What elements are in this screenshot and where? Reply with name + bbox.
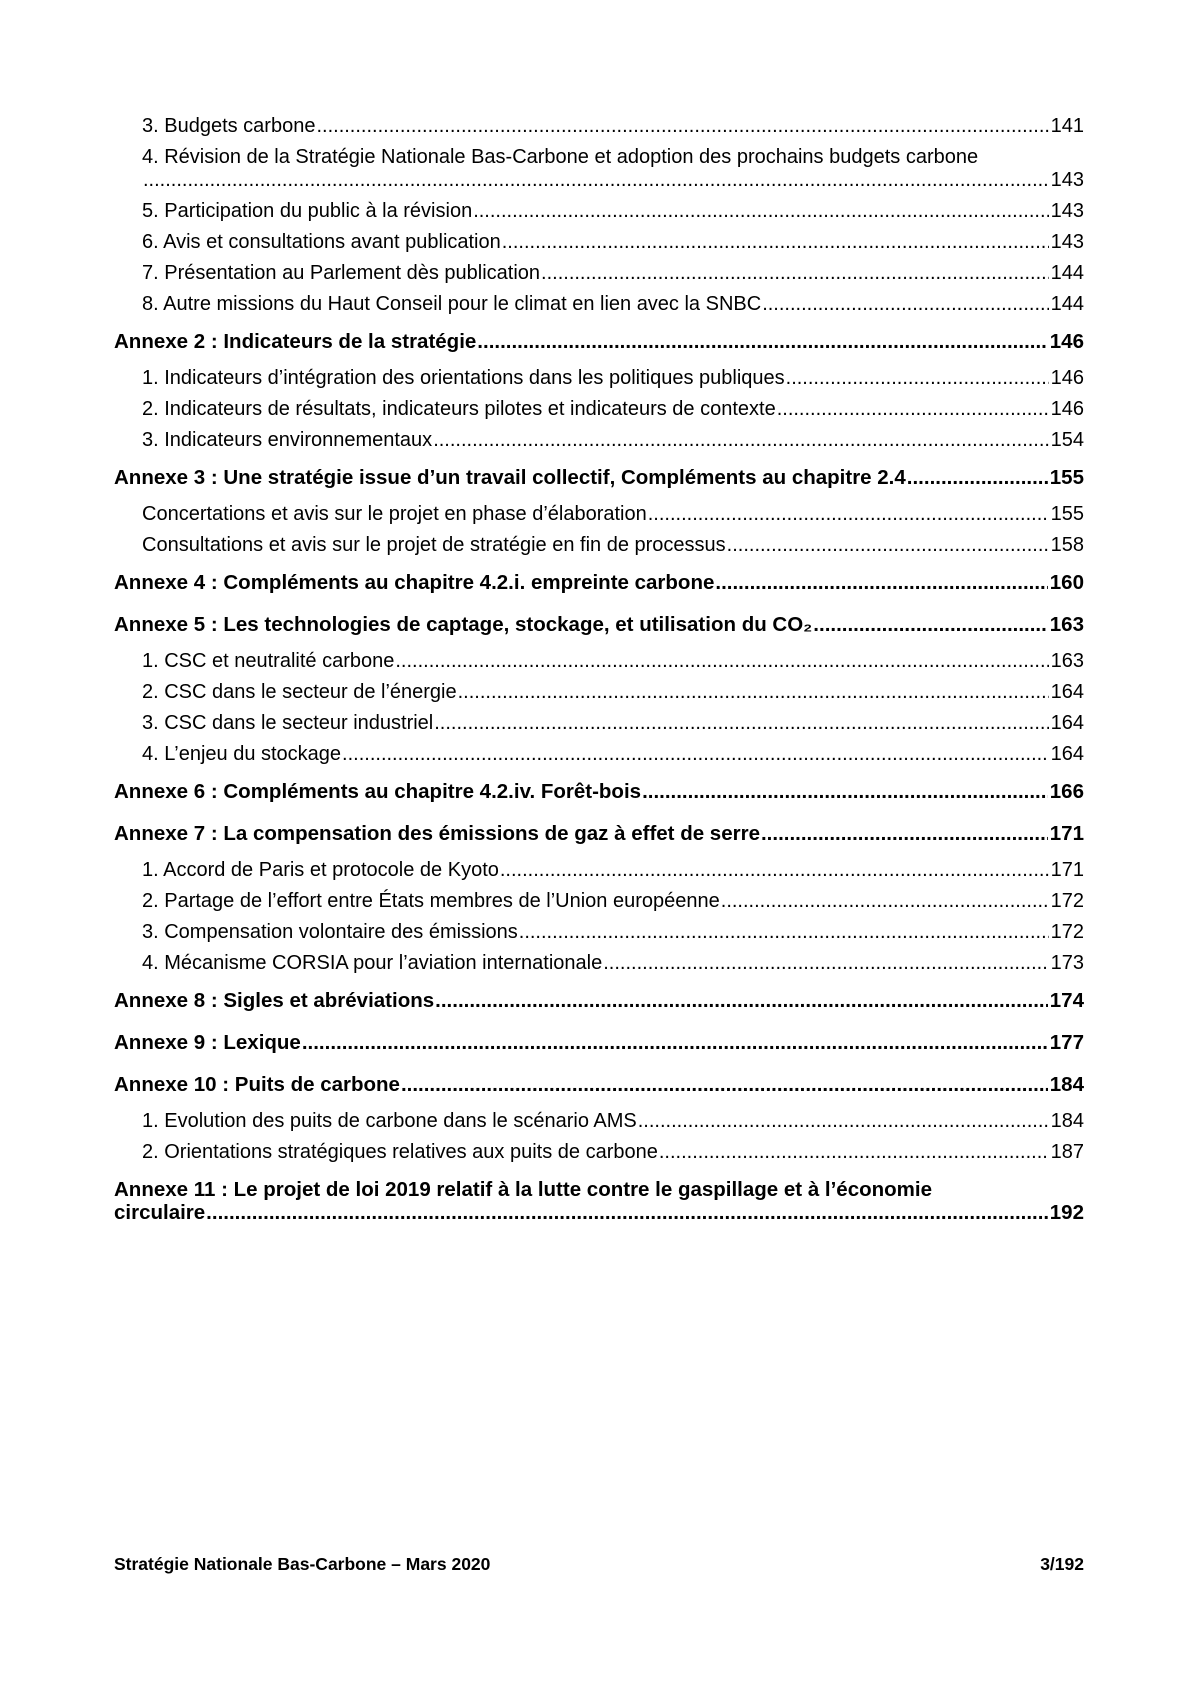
toc-entry-row	[142, 262, 1084, 285]
toc-page-number: 155	[1050, 503, 1084, 525]
dot-leader	[786, 367, 1049, 390]
toc-entry-title: 8. Autre missions du Haut Conseil pour le climat en lien avec la SNBC	[142, 293, 762, 315]
toc-page-number: 143	[1050, 169, 1084, 191]
toc-page-number: 144	[1050, 262, 1084, 284]
toc-entry-title: 2. Indicateurs de résultats, indicateurs pilotes et indicateurs de contexte	[142, 398, 776, 420]
toc-page-number: 172	[1050, 921, 1084, 943]
toc-sub-entry[interactable]	[114, 367, 1084, 390]
toc-entry-row	[114, 780, 1084, 803]
toc-page-number: 143	[1050, 200, 1084, 222]
toc-page-number: 184	[1049, 1073, 1084, 1096]
toc-entry-row	[142, 429, 1084, 452]
dot-leader	[659, 1141, 1049, 1164]
toc-entry-title: Annexe 10 : Puits de carbone	[114, 1073, 400, 1096]
toc-sub-entry[interactable]	[114, 115, 1084, 138]
toc-page-number: 172	[1050, 890, 1084, 912]
toc-annex-entry[interactable]	[114, 780, 1084, 803]
toc-entry-row	[142, 921, 1084, 944]
toc-annex-entry[interactable]	[114, 1073, 1084, 1096]
toc-entry-title: Annexe 6 : Compléments au chapitre 4.2.iv. Forêt-bois	[114, 780, 642, 803]
toc-sub-entry[interactable]	[114, 293, 1084, 316]
dot-leader	[541, 262, 1049, 285]
dot-leader	[433, 429, 1048, 452]
dot-leader	[342, 743, 1049, 766]
toc-page-number: 171	[1049, 822, 1084, 845]
page-footer	[114, 1554, 1084, 1575]
dot-leader	[302, 1031, 1048, 1054]
toc-entry-title: Annexe 5 : Les technologies de captage, stockage, et utilisation du CO₂	[114, 613, 813, 636]
dot-leader	[727, 534, 1049, 557]
toc-page-number: 187	[1050, 1141, 1084, 1163]
toc-page-number: 160	[1049, 571, 1084, 594]
toc-page-number: 173	[1050, 952, 1084, 974]
toc-page-number: 141	[1050, 115, 1084, 137]
dot-leader	[500, 859, 1049, 882]
toc-page-number: 154	[1050, 429, 1084, 451]
dot-leader	[761, 822, 1048, 845]
toc-entry-row	[142, 398, 1084, 421]
toc-page-number: 171	[1050, 859, 1084, 881]
toc-page-number: 164	[1050, 681, 1084, 703]
toc-entry-row	[142, 890, 1084, 913]
toc-page-number: 164	[1050, 712, 1084, 734]
dot-leader	[401, 1073, 1048, 1096]
toc-entry-title: 2. CSC dans le secteur de l’énergie	[142, 681, 457, 703]
footer-title: Stratégie Nationale Bas-Carbone – Mars 2020	[114, 1554, 491, 1574]
toc-sub-entry[interactable]	[114, 743, 1084, 766]
toc-sub-entry[interactable]	[114, 200, 1084, 223]
toc-entry-title: 3. CSC dans le secteur industriel	[142, 712, 434, 734]
toc-page-number: 146	[1049, 330, 1084, 353]
toc-sub-entry[interactable]	[114, 1110, 1084, 1133]
toc-sub-entry[interactable]	[114, 859, 1084, 882]
dot-leader	[777, 398, 1049, 421]
toc-page-number: 144	[1050, 293, 1084, 315]
toc-entry-title: 4. Mécanisme CORSIA pour l’aviation internationale	[142, 952, 603, 974]
toc-page-number: 163	[1050, 650, 1084, 672]
toc-entry-row	[114, 1201, 1084, 1224]
toc-entry-title: 4. L’enjeu du stockage	[142, 743, 342, 765]
toc-annex-entry[interactable]	[114, 822, 1084, 845]
toc-sub-entry[interactable]	[114, 503, 1084, 526]
toc-entry-title: 3. Budgets carbone	[142, 115, 316, 137]
dot-leader	[715, 571, 1047, 594]
toc-sub-entry[interactable]	[114, 534, 1084, 557]
dot-leader	[434, 712, 1048, 735]
toc-entry-title: 1. Evolution des puits de carbone dans le scénario AMS	[142, 1110, 637, 1132]
toc-entry-row	[114, 330, 1084, 353]
dot-leader	[502, 231, 1049, 254]
dot-leader	[395, 650, 1048, 673]
toc-entry-title: 6. Avis et consultations avant publication	[142, 231, 501, 253]
toc-entry-title: Consultations et avis sur le projet de stratégie en fin de processus	[142, 534, 726, 556]
toc-entry-title-continuation: circulaire	[114, 1201, 206, 1224]
toc-entry-row	[142, 534, 1084, 557]
toc-annex-entry[interactable]	[114, 613, 1084, 636]
toc-entry-title: Annexe 11 : Le projet de loi 2019 relatif à la lutte contre le gaspillage et à l’économie	[114, 1178, 932, 1201]
dot-leader	[907, 466, 1048, 489]
toc-entry-row	[114, 1073, 1084, 1096]
toc-sub-entry[interactable]	[114, 1141, 1084, 1164]
toc-page-number: 177	[1049, 1031, 1084, 1054]
toc-entry-title: Annexe 7 : La compensation des émissions de gaz à effet de serre	[114, 822, 760, 845]
toc-page-number: 192	[1049, 1201, 1084, 1224]
dot-leader	[762, 293, 1048, 316]
toc-entry-title: 1. Indicateurs d’intégration des orientations dans les politiques publiques	[142, 367, 785, 389]
toc-sub-entry[interactable]	[114, 681, 1084, 704]
toc-sub-entry[interactable]	[114, 650, 1084, 673]
toc-page-number: 164	[1050, 743, 1084, 765]
toc-sub-entry[interactable]	[114, 262, 1084, 285]
toc-entry-title: Concertations et avis sur le projet en phase d’élaboration	[142, 503, 647, 525]
toc-entry-row	[114, 571, 1084, 594]
toc-sub-entry[interactable]	[114, 890, 1084, 913]
toc-entry-title: Annexe 8 : Sigles et abréviations	[114, 989, 435, 1012]
toc-sub-entry[interactable]	[114, 231, 1084, 254]
toc-entry-title: Annexe 2 : Indicateurs de la stratégie	[114, 330, 477, 353]
toc-entry-title: 3. Indicateurs environnementaux	[142, 429, 433, 451]
toc-entry-title: 5. Participation du public à la révision	[142, 200, 473, 222]
dot-leader	[473, 200, 1048, 223]
toc-page-number: 143	[1050, 231, 1084, 253]
toc-annex-entry[interactable]	[114, 466, 1084, 489]
toc-sub-entry[interactable]	[114, 146, 1084, 192]
dot-leader	[603, 952, 1048, 975]
toc-page-number: 184	[1050, 1110, 1084, 1132]
dot-leader	[435, 989, 1048, 1012]
toc-entry-row	[114, 822, 1084, 845]
toc-page-number: 163	[1049, 613, 1084, 636]
toc-page-number: 155	[1049, 466, 1084, 489]
toc-entry-row	[142, 115, 1084, 138]
toc-page-number: 146	[1050, 367, 1084, 389]
dot-leader	[813, 613, 1047, 636]
toc-annex-entry[interactable]	[114, 1031, 1084, 1054]
toc-entry-row	[142, 1141, 1084, 1164]
toc-sub-entry[interactable]	[114, 921, 1084, 944]
toc-sub-entry[interactable]	[114, 398, 1084, 421]
dot-leader	[206, 1201, 1048, 1224]
toc-annex-entry[interactable]	[114, 571, 1084, 594]
toc-entry-row	[142, 952, 1084, 975]
toc-entry-row	[142, 231, 1084, 254]
toc-entry-row	[142, 367, 1084, 390]
toc-sub-entry[interactable]	[114, 712, 1084, 735]
toc-sub-entry[interactable]	[114, 952, 1084, 975]
toc-entry-row	[142, 743, 1084, 766]
toc-entry-title: 7. Présentation au Parlement dès publication	[142, 262, 541, 284]
toc-entry-row	[142, 859, 1084, 882]
toc-page-number: 158	[1050, 534, 1084, 556]
toc-entry-row	[142, 293, 1084, 316]
footer-page-number: 3/192	[1040, 1554, 1084, 1574]
toc-entry-title: 1. CSC et neutralité carbone	[142, 650, 395, 672]
toc-entry-row	[114, 989, 1084, 1012]
toc-entry-row	[142, 200, 1084, 223]
toc-annex-entry[interactable]	[114, 1178, 1084, 1224]
toc-entry-row	[114, 613, 1084, 636]
toc-entry-title: Annexe 4 : Compléments au chapitre 4.2.i. empreinte carbone	[114, 571, 715, 594]
dot-leader	[316, 115, 1048, 138]
toc-entry-title: Annexe 3 : Une stratégie issue d’un travail collectif, Compléments au chapitre 2.4	[114, 466, 906, 489]
toc-entry-title: 2. Partage de l’effort entre États membres de l’Union européenne	[142, 890, 720, 912]
toc-entry-row	[114, 1031, 1084, 1054]
toc-entry-title: 2. Orientations stratégiques relatives aux puits de carbone	[142, 1141, 658, 1163]
toc-entry-title: 4. Révision de la Stratégie Nationale Bas-Carbone et adoption des prochains budgets carbone	[142, 146, 979, 168]
toc-entry-row	[142, 1110, 1084, 1133]
toc-entry-row	[142, 712, 1084, 735]
table-of-contents	[114, 115, 1084, 1224]
dot-leader	[143, 169, 1049, 192]
dot-leader	[721, 890, 1049, 913]
dot-leader	[648, 503, 1049, 526]
dot-leader	[642, 780, 1048, 803]
toc-annex-entry[interactable]	[114, 989, 1084, 1012]
toc-entry-row	[142, 169, 1084, 192]
toc-annex-entry[interactable]	[114, 330, 1084, 353]
toc-entry-row	[142, 650, 1084, 673]
toc-sub-entry[interactable]	[114, 429, 1084, 452]
toc-page-number: 146	[1050, 398, 1084, 420]
toc-entry-row	[142, 503, 1084, 526]
dot-leader	[519, 921, 1049, 944]
toc-entry-row	[142, 681, 1084, 704]
toc-entry-title: 3. Compensation volontaire des émissions	[142, 921, 518, 943]
toc-page-number: 174	[1049, 989, 1084, 1012]
dot-leader	[458, 681, 1049, 704]
dot-leader	[477, 330, 1047, 353]
dot-leader	[638, 1110, 1049, 1133]
toc-entry-title: Annexe 9 : Lexique	[114, 1031, 301, 1054]
toc-entry-row	[114, 466, 1084, 489]
toc-entry-title: 1. Accord de Paris et protocole de Kyoto	[142, 859, 499, 881]
toc-page-number: 166	[1049, 780, 1084, 803]
